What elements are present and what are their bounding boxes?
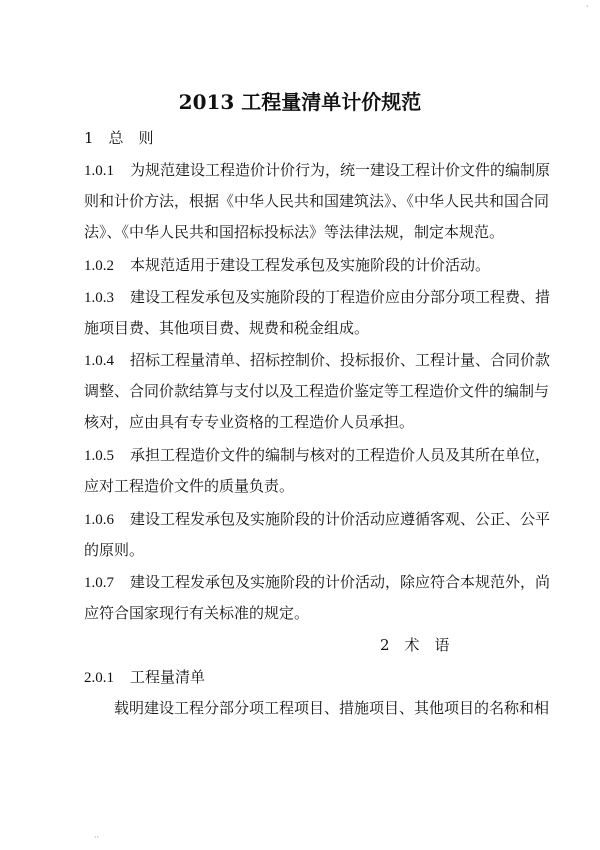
- clause-1-0-3-line-2: 施项目费、其他项目费、规费和税金组成。: [84, 319, 370, 337]
- clause-1-0-3-line-1: [84, 286, 550, 309]
- clause-1-0-4-line-1: [84, 349, 550, 372]
- clause-2-0-1-heading: [84, 666, 205, 689]
- clause-2-0-1-body: 载明建设工程分部分项工程项目、措施项目、其他项目的名称和相: [114, 699, 550, 717]
- clause-1-0-4-line-2: 调整、合同价款结算与支付以及工程造价鉴定等工程造价文件的编制与: [84, 382, 550, 400]
- clause-number: 1.0.1: [84, 163, 114, 179]
- clause-1-0-1-line-3: 法》、《中华人民共和国招标投标法》等法律法规，制定本规范。: [84, 223, 505, 241]
- clause-number: 1.0.6: [84, 512, 114, 528]
- scan-mark-top-right: ·: [586, 2, 589, 11]
- clause-1-0-2-line-1: [84, 254, 490, 277]
- clause-1-0-4-line-3: 核对，应由具有专专业资格的工程造价人员承担。: [84, 413, 415, 431]
- clause-text: 招标工程量清单、招标控制价、投标报价、工程计量、合同价款: [130, 351, 551, 369]
- scan-mark-bottom-left: ··: [94, 833, 100, 842]
- clause-1-0-5-line-2: 应对工程造价文件的质量负责。: [84, 477, 295, 495]
- clause-text: 建设工程发承包及实施阶段的计价活动应遵循客观、公正、公平: [130, 510, 551, 528]
- clause-1-0-7-line-1: [84, 571, 550, 594]
- clause-1-0-6-line-1: [84, 508, 550, 531]
- clause-text: 为规范建设工程造价计价行为，统一建设工程计价文件的编制原: [130, 161, 551, 179]
- clause-text: 本规范适用于建设工程发承包及实施阶段的计价活动。: [130, 256, 491, 274]
- clause-text: 承担工程造价文件的编制与核对的工程造价人员及其所在单位，: [130, 446, 551, 464]
- clause-number: 1.0.3: [84, 290, 114, 306]
- clause-number: 1.0.2: [84, 258, 114, 274]
- clause-1-0-1-line-1: [84, 159, 550, 182]
- clause-1-0-7-line-2: 应符合国家现行有关标准的规定。: [84, 604, 310, 622]
- chapter-2-heading: 2 术 语: [380, 636, 450, 654]
- chapter-1-heading: 1 总 则: [84, 129, 154, 147]
- clause-1-0-1-line-2: 则和计价方法，根据《中华人民共和国建筑法》、《中华人民共和国合同: [84, 192, 550, 210]
- clause-title: 工程量清单: [130, 668, 206, 686]
- clause-1-0-6-line-2: 的原则。: [84, 541, 145, 559]
- clause-number: 1.0.4: [84, 353, 114, 369]
- clause-text: 建设工程发承包及实施阶段的计价活动，除应符合本规范外，尚: [130, 573, 551, 591]
- clause-text: 建设工程发承包及实施阶段的丁程造价应由分部分项工程费、措: [130, 288, 551, 306]
- clause-1-0-5-line-1: [84, 444, 550, 467]
- clause-number: 1.0.7: [84, 575, 114, 591]
- document-title: 2013 工程量清单计价规范: [178, 90, 422, 114]
- clause-number: 2.0.1: [84, 670, 114, 686]
- clause-number: 1.0.5: [84, 448, 114, 464]
